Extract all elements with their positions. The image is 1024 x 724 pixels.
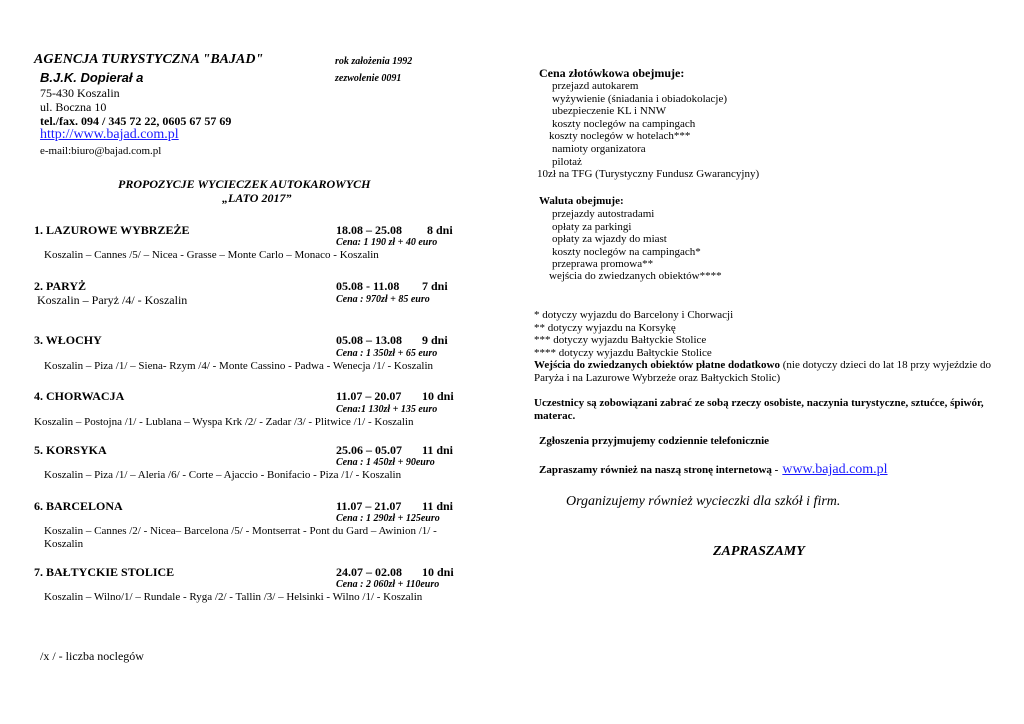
currency-includes-title: Waluta obejmuje: bbox=[539, 195, 624, 207]
trip-route: Koszalin – Postojna /1/ - Lublana – Wyspa Krk /2/ - Zadar /3/ - Plitwice /1/ - Koszalin bbox=[34, 416, 414, 428]
trip-route: Koszalin – Paryż /4/ - Koszalin bbox=[37, 293, 188, 307]
list-item: namioty organizatora bbox=[552, 143, 646, 155]
list-item: ubezpieczenie KL i NNW bbox=[552, 105, 667, 117]
trip-route: Koszalin – Cannes /5/ – Nicea - Grasse – Monte Carlo – Monaco - Koszalin bbox=[44, 249, 379, 261]
list-item: przejazd autokarem bbox=[552, 80, 639, 92]
trip-days: 11 dni bbox=[422, 499, 454, 513]
list-item: wyżywienie (śniadania i obiadokolacje) bbox=[552, 93, 728, 105]
permit-number: zezwolenie 0091 bbox=[335, 73, 402, 84]
trip-dates: 11.07 – 21.07 bbox=[336, 499, 402, 513]
trip-days: 8 dni bbox=[427, 223, 453, 237]
trip-name: 7. BAŁTYCKIE STOLICE bbox=[34, 565, 175, 579]
trip-price: Cena: 1 190 zł + 40 euro bbox=[336, 237, 438, 248]
list-item: koszty noclegów na campingach* bbox=[552, 246, 701, 258]
offer-title: PROPOZYCJE WYCIECZEK AUTOKAROWYCH bbox=[118, 177, 371, 191]
owner-name: B.J.K. Dopierał a bbox=[40, 70, 144, 85]
trip-days: 10 dni bbox=[422, 565, 454, 579]
trip-route: Koszalin – Piza /1/ – Aleria /6/ - Corte – Ajaccio - Bonifacio - Piza /1/ - Koszalin bbox=[44, 469, 402, 481]
list-item: wejścia do zwiedzanych obiektów**** bbox=[549, 270, 722, 282]
website-link[interactable]: http://www.bajad.com.pl bbox=[40, 127, 179, 142]
trip-price: Cena : 2 060zł + 110euro bbox=[336, 579, 440, 590]
trip-dates: 18.08 – 25.08 bbox=[336, 223, 402, 237]
trip-dates: 05.08 – 13.08 bbox=[336, 333, 402, 347]
offer-subtitle: „LATO 2017” bbox=[222, 191, 292, 205]
entry-fees-bold: Wejścia do zwiedzanych obiektów płatne dodatkowo bbox=[534, 359, 780, 371]
trip-route: Koszalin – Wilno/1/ – Rundale - Ryga /2/ - Tallin /3/ – Helsinki - Wilno /1/ - Koszalin bbox=[44, 591, 423, 603]
trip-price: Cena : 1 450zł + 90euro bbox=[336, 457, 435, 468]
agency-name: AGENCJA TURYSTYCZNA "BAJAD" bbox=[34, 52, 264, 67]
entry-fees-note bbox=[534, 359, 994, 385]
footnote: *** dotyczy wyjazdu Bałtyckie Stolice bbox=[534, 334, 707, 346]
trip-days: 11 dni bbox=[422, 443, 454, 457]
price-includes-title: Cena złotówkowa obejmuje: bbox=[539, 66, 685, 80]
street-address: ul. Boczna 10 bbox=[40, 100, 107, 114]
trip-price: Cena : 970zł + 85 euro bbox=[336, 294, 430, 305]
email-address: e-mail:biuro@bajad.com.pl bbox=[40, 145, 162, 157]
trip-route: Koszalin – Piza /1/ – Siena- Rzym /4/ - Monte Cassino - Padwa - Wenecja /1/ - Koszalin bbox=[44, 360, 434, 372]
trip-name: 5. KORSYKA bbox=[34, 443, 107, 457]
list-item: przejazdy autostradami bbox=[552, 208, 655, 220]
trip-price: Cena:1 130zł + 135 euro bbox=[336, 404, 438, 415]
trip-days: 10 dni bbox=[422, 389, 454, 403]
footnote: **** dotyczy wyjazdu Bałtyckie Stolice bbox=[534, 347, 712, 359]
website-invite-link[interactable]: www.bajad.com.pl bbox=[782, 462, 888, 477]
trip-name: 4. CHORWACJA bbox=[34, 389, 125, 403]
website-invite-text: Zapraszamy również na naszą stronę internetową - bbox=[539, 464, 779, 476]
participants-note: Uczestnicy są zobowiązani zabrać ze sobą rzeczy osobiste, naczynia turystyczne, sztućce, śpiwór, materac. bbox=[534, 397, 984, 422]
nights-footnote: /x / - liczba noclegów bbox=[40, 649, 144, 663]
phone-fax: tel./fax. 094 / 345 72 22, 0605 67 57 69 bbox=[40, 114, 232, 128]
list-item: koszty noclegów w hotelach*** bbox=[549, 130, 691, 142]
applications-note: Zgłoszenia przyjmujemy codziennie telefonicznie bbox=[539, 435, 770, 447]
trip-route-continued: Koszalin bbox=[44, 538, 84, 550]
trip-price: Cena : 1 350zł + 65 euro bbox=[336, 348, 438, 359]
trip-price: Cena : 1 290zł + 125euro bbox=[336, 513, 440, 524]
trip-route: Koszalin – Cannes /2/ - Nicea– Barcelona /5/ - Montserrat - Pont du Gard – Awinion /1/ - bbox=[44, 525, 437, 537]
footnote: ** dotyczy wyjazdu na Korsykę bbox=[534, 322, 676, 334]
list-item: koszty noclegów na campingach bbox=[552, 118, 696, 130]
trip-name: 2. PARYŻ bbox=[34, 279, 87, 293]
schools-note: Organizujemy również wycieczki dla szkół i firm. bbox=[566, 494, 841, 509]
trip-name: 1. LAZUROWE WYBRZEŻE bbox=[34, 223, 190, 237]
trip-dates: 24.07 – 02.08 bbox=[336, 565, 402, 579]
postal-address: 75-430 Koszalin bbox=[40, 86, 120, 100]
trip-days: 9 dni bbox=[422, 333, 448, 347]
trip-name: 3. WŁOCHY bbox=[34, 333, 102, 347]
trip-days: 7 dni bbox=[422, 279, 448, 293]
trip-dates: 25.06 – 05.07 bbox=[336, 443, 402, 457]
list-item: opłaty za wjazdy do miast bbox=[552, 233, 667, 245]
trip-dates: 05.08 - 11.08 bbox=[336, 279, 400, 293]
closing-invitation: ZAPRASZAMY bbox=[713, 544, 805, 559]
list-item: pilotaż bbox=[552, 156, 582, 168]
list-item: 10zł na TFG (Turystyczny Fundusz Gwarancyjny) bbox=[537, 168, 760, 180]
trip-dates: 11.07 – 20.07 bbox=[336, 389, 402, 403]
founded-year: rok założenia 1992 bbox=[335, 56, 413, 67]
entry-fees-detail: (nie dotyczy dzieci do lat 18 przy wyjeździe do Paryża i na Lazurowe Wybrzeże oraz Bałtyckich Stolic) bbox=[534, 359, 992, 384]
list-item: opłaty za parkingi bbox=[552, 221, 632, 233]
list-item: przeprawa promowa** bbox=[552, 258, 654, 270]
trip-name: 6. BARCELONA bbox=[34, 499, 123, 513]
website-invite bbox=[539, 460, 888, 478]
footnote: * dotyczy wyjazdu do Barcelony i Chorwacji bbox=[534, 309, 734, 321]
